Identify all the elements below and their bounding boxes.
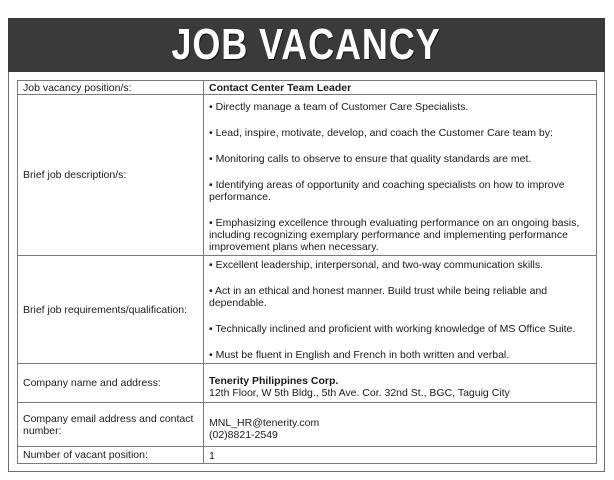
requirements-label: Brief job requirements/qualification: (18, 256, 204, 364)
requirement-bullet: • Act in an ethical and honest manner. Build trust while being reliable and dependable. (209, 285, 548, 309)
table-row-requirements (18, 256, 597, 364)
vacancies-value: 1 (204, 447, 597, 464)
contact-value (204, 403, 597, 447)
contact-label: Company email address and contact number: (18, 403, 204, 447)
company-name: Tenerity Philippines Corp. (209, 374, 339, 387)
description-bullet: • Directly manage a team of Customer Care Specialists. (209, 100, 469, 113)
vacancies-label: Number of vacant position: (18, 447, 204, 464)
requirement-bullet: • Technically inclined and proficient with working knowledge of MS Office Suite. (209, 323, 576, 335)
company-address: 12th Floor, W 5th Bldg., 5th Ave. Cor. 32nd St., BGC, Taguig City (209, 386, 510, 399)
company-email: MNL_HR@tenerity.com (209, 416, 320, 429)
company-phone: (02)8821-2549 (209, 428, 278, 441)
position-value: Contact Center Team Leader (204, 81, 597, 95)
description-value (204, 95, 597, 256)
description-bullet: • Emphasizing excellence through evaluating performance on an ongoing basis, including recognizing exemplary performance and implementing performance improvement plans when necessary. (209, 216, 580, 253)
description-bullet: • Lead, inspire, motivate, develop, and coach the Customer Care team by: (209, 126, 553, 139)
description-bullet: • Identifying areas of opportunity and coaching specialists on how to improve performance. (209, 178, 565, 203)
requirement-bullet: • Must be fluent in English and French in both written and verbal. (209, 349, 510, 361)
company-label: Company name and address: (18, 364, 204, 403)
page-title: JOB VACANCY (172, 20, 441, 69)
company-value (204, 364, 597, 403)
position-label: Job vacancy position/s: (18, 81, 204, 95)
title-banner (8, 18, 605, 72)
vacancy-table (17, 80, 597, 464)
requirements-value (204, 256, 597, 364)
table-row-vacancies (18, 447, 597, 464)
table-row-company (18, 364, 597, 403)
table-row-position (18, 81, 597, 95)
description-label: Brief job description/s: (18, 95, 204, 256)
table-row-description (18, 95, 597, 256)
requirement-bullet: • Excellent leadership, interpersonal, and two-way communication skills. (209, 259, 543, 271)
table-row-contact (18, 403, 597, 447)
description-bullet: • Monitoring calls to observe to ensure that quality standards are met. (209, 152, 532, 165)
